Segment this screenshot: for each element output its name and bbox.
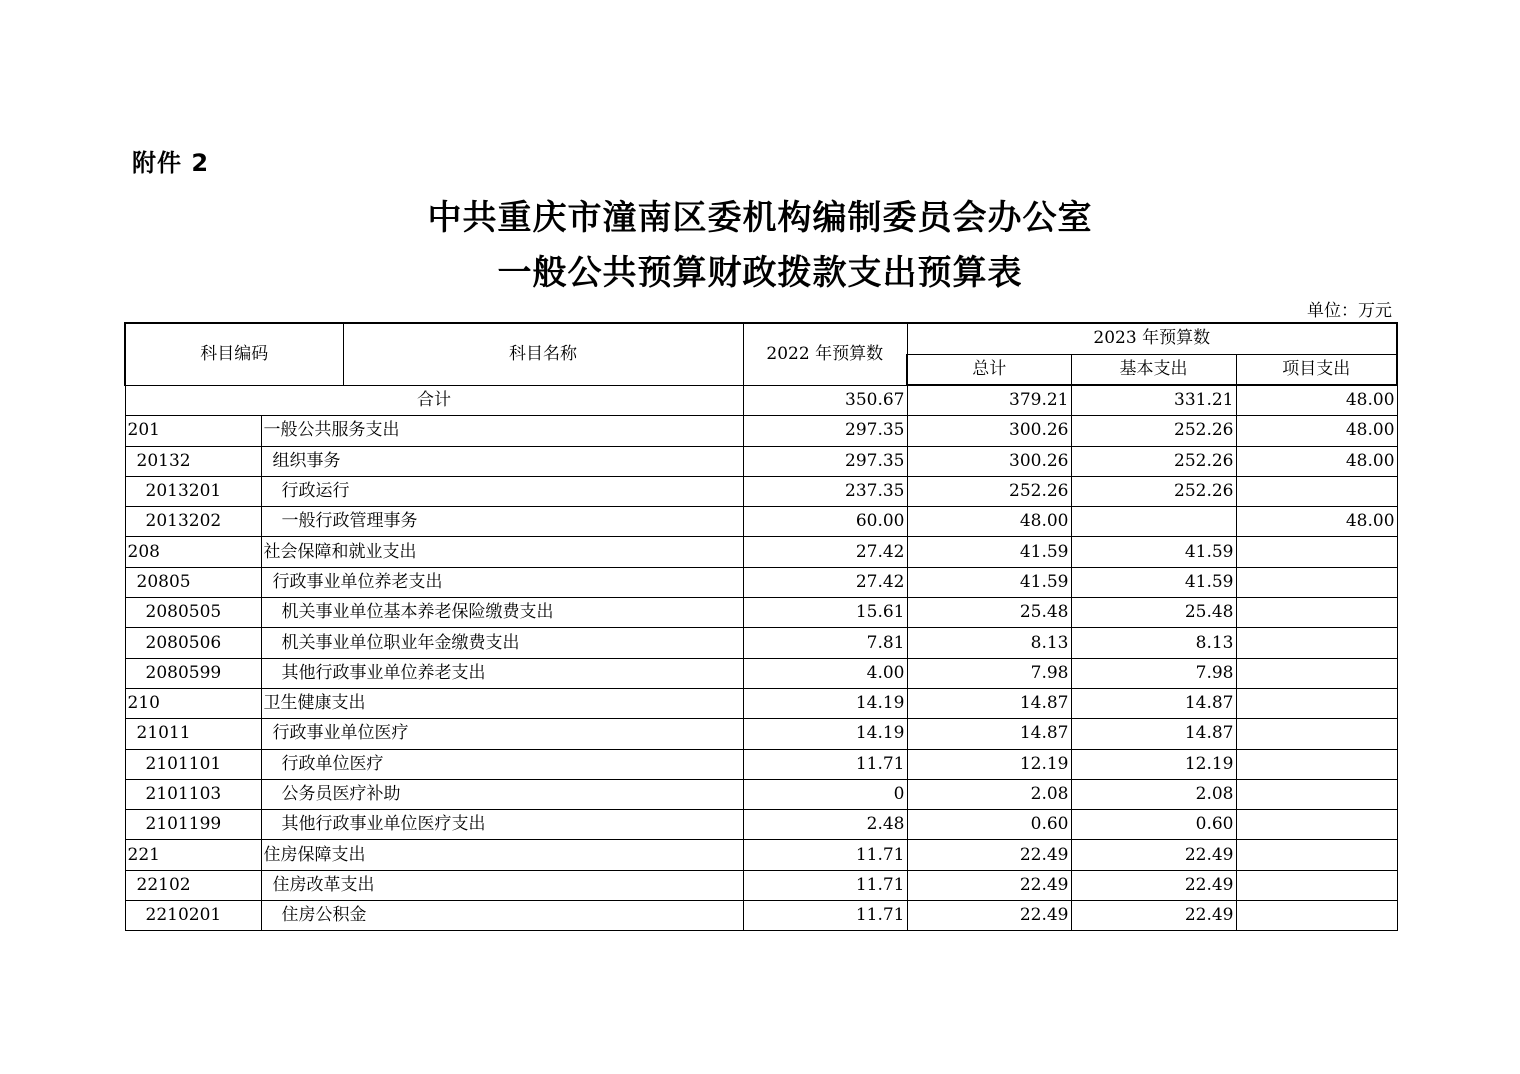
row-name: 组织事务 — [261, 446, 743, 476]
row-total: 22.49 — [907, 901, 1071, 931]
total-total: 379.21 — [907, 385, 1071, 416]
table-row — [125, 476, 1397, 506]
total-b2022: 350.67 — [743, 385, 907, 416]
row-code: 201 — [125, 416, 261, 446]
table-header — [125, 323, 1397, 385]
row-code: 2101103 — [125, 779, 261, 809]
unit-label: 单位：万元 — [1307, 301, 1392, 321]
header-basic: 基本支出 — [1071, 354, 1236, 385]
table-row — [125, 658, 1397, 688]
row-total: 0.60 — [907, 810, 1071, 840]
row-project — [1236, 598, 1397, 628]
row-code: 20132 — [125, 446, 261, 476]
row-b2022: 237.35 — [743, 476, 907, 506]
row-total: 2.08 — [907, 779, 1071, 809]
row-project — [1236, 688, 1397, 718]
row-name: 一般公共服务支出 — [261, 416, 743, 446]
row-total: 14.87 — [907, 719, 1071, 749]
row-code: 2210201 — [125, 901, 261, 931]
table-row — [125, 446, 1397, 476]
row-total: 22.49 — [907, 840, 1071, 870]
row-total: 41.59 — [907, 537, 1071, 567]
row-b2022: 2.48 — [743, 810, 907, 840]
row-name: 其他行政事业单位医疗支出 — [261, 810, 743, 840]
row-name: 行政事业单位养老支出 — [261, 567, 743, 597]
row-basic: 252.26 — [1071, 416, 1236, 446]
row-project — [1236, 870, 1397, 900]
page-subtitle: 一般公共预算财政拨款支出预算表 — [497, 253, 1023, 293]
row-total: 12.19 — [907, 749, 1071, 779]
header-project: 项目支出 — [1236, 354, 1397, 385]
header-name: 科目名称 — [343, 323, 743, 385]
row-code: 2080505 — [125, 598, 261, 628]
row-b2022: 11.71 — [743, 901, 907, 931]
total-basic: 331.21 — [1071, 385, 1236, 416]
table-row — [125, 507, 1397, 537]
header-code: 科目编码 — [125, 323, 343, 385]
row-b2022: 297.35 — [743, 416, 907, 446]
row-basic: 8.13 — [1071, 628, 1236, 658]
row-code: 2013201 — [125, 476, 261, 506]
row-code: 22102 — [125, 870, 261, 900]
row-code: 210 — [125, 688, 261, 718]
table-row — [125, 749, 1397, 779]
table-row — [125, 688, 1397, 718]
row-b2022: 11.71 — [743, 840, 907, 870]
row-basic: 0.60 — [1071, 810, 1236, 840]
row-project — [1236, 749, 1397, 779]
table-row — [125, 537, 1397, 567]
row-b2022: 0 — [743, 779, 907, 809]
budget-table — [124, 322, 1398, 931]
row-b2022: 11.71 — [743, 749, 907, 779]
row-total: 7.98 — [907, 658, 1071, 688]
total-label: 合计 — [125, 385, 743, 416]
row-basic: 22.49 — [1071, 840, 1236, 870]
row-project — [1236, 779, 1397, 809]
row-code: 2080506 — [125, 628, 261, 658]
row-code: 2101101 — [125, 749, 261, 779]
row-project — [1236, 658, 1397, 688]
table-row — [125, 416, 1397, 446]
table-row — [125, 870, 1397, 900]
row-total: 25.48 — [907, 598, 1071, 628]
row-b2022: 7.81 — [743, 628, 907, 658]
row-basic: 252.26 — [1071, 446, 1236, 476]
table-row — [125, 628, 1397, 658]
row-basic: 7.98 — [1071, 658, 1236, 688]
total-row — [125, 385, 1397, 416]
row-name: 行政单位医疗 — [261, 749, 743, 779]
row-b2022: 27.42 — [743, 567, 907, 597]
row-name: 一般行政管理事务 — [261, 507, 743, 537]
total-project: 48.00 — [1236, 385, 1397, 416]
row-name: 行政事业单位医疗 — [261, 719, 743, 749]
row-basic: 2.08 — [1071, 779, 1236, 809]
row-project — [1236, 567, 1397, 597]
row-name: 公务员医疗补助 — [261, 779, 743, 809]
row-name: 住房保障支出 — [261, 840, 743, 870]
row-name: 机关事业单位职业年金缴费支出 — [261, 628, 743, 658]
row-basic — [1071, 507, 1236, 537]
table-row — [125, 840, 1397, 870]
row-b2022: 14.19 — [743, 688, 907, 718]
header-budget-2022: 2022 年预算数 — [743, 323, 907, 385]
row-project — [1236, 628, 1397, 658]
row-b2022: 27.42 — [743, 537, 907, 567]
row-total: 48.00 — [907, 507, 1071, 537]
row-project — [1236, 719, 1397, 749]
row-name: 机关事业单位基本养老保险缴费支出 — [261, 598, 743, 628]
row-total: 41.59 — [907, 567, 1071, 597]
row-code: 208 — [125, 537, 261, 567]
attachment-label: 附件 2 — [132, 149, 210, 177]
row-project — [1236, 810, 1397, 840]
row-code: 221 — [125, 840, 261, 870]
row-project — [1236, 537, 1397, 567]
table-row — [125, 598, 1397, 628]
row-total: 8.13 — [907, 628, 1071, 658]
table-body — [125, 385, 1397, 931]
row-basic: 25.48 — [1071, 598, 1236, 628]
row-b2022: 60.00 — [743, 507, 907, 537]
row-b2022: 14.19 — [743, 719, 907, 749]
row-total: 300.26 — [907, 416, 1071, 446]
row-name: 卫生健康支出 — [261, 688, 743, 718]
table-row — [125, 901, 1397, 931]
row-project — [1236, 476, 1397, 506]
row-project: 48.00 — [1236, 446, 1397, 476]
row-b2022: 11.71 — [743, 870, 907, 900]
row-project — [1236, 840, 1397, 870]
table-row — [125, 810, 1397, 840]
row-code: 2101199 — [125, 810, 261, 840]
table-row — [125, 567, 1397, 597]
row-code: 20805 — [125, 567, 261, 597]
row-name: 住房公积金 — [261, 901, 743, 931]
row-total: 14.87 — [907, 688, 1071, 718]
header-total: 总计 — [907, 354, 1071, 385]
row-basic: 22.49 — [1071, 870, 1236, 900]
row-project: 48.00 — [1236, 416, 1397, 446]
row-b2022: 15.61 — [743, 598, 907, 628]
row-b2022: 4.00 — [743, 658, 907, 688]
row-name: 行政运行 — [261, 476, 743, 506]
row-basic: 22.49 — [1071, 901, 1236, 931]
table-row — [125, 719, 1397, 749]
row-b2022: 297.35 — [743, 446, 907, 476]
row-basic: 41.59 — [1071, 537, 1236, 567]
row-basic: 252.26 — [1071, 476, 1236, 506]
row-name: 社会保障和就业支出 — [261, 537, 743, 567]
row-basic: 14.87 — [1071, 688, 1236, 718]
page-title: 中共重庆市潼南区委机构编制委员会办公室 — [427, 198, 1093, 238]
row-basic: 41.59 — [1071, 567, 1236, 597]
row-total: 300.26 — [907, 446, 1071, 476]
row-code: 2013202 — [125, 507, 261, 537]
header-budget-2023: 2023 年预算数 — [907, 323, 1397, 354]
row-name: 住房改革支出 — [261, 870, 743, 900]
row-project: 48.00 — [1236, 507, 1397, 537]
table-row — [125, 779, 1397, 809]
row-basic: 14.87 — [1071, 719, 1236, 749]
row-total: 22.49 — [907, 870, 1071, 900]
row-basic: 12.19 — [1071, 749, 1236, 779]
row-name: 其他行政事业单位养老支出 — [261, 658, 743, 688]
row-code: 2080599 — [125, 658, 261, 688]
row-project — [1236, 901, 1397, 931]
row-code: 21011 — [125, 719, 261, 749]
row-total: 252.26 — [907, 476, 1071, 506]
